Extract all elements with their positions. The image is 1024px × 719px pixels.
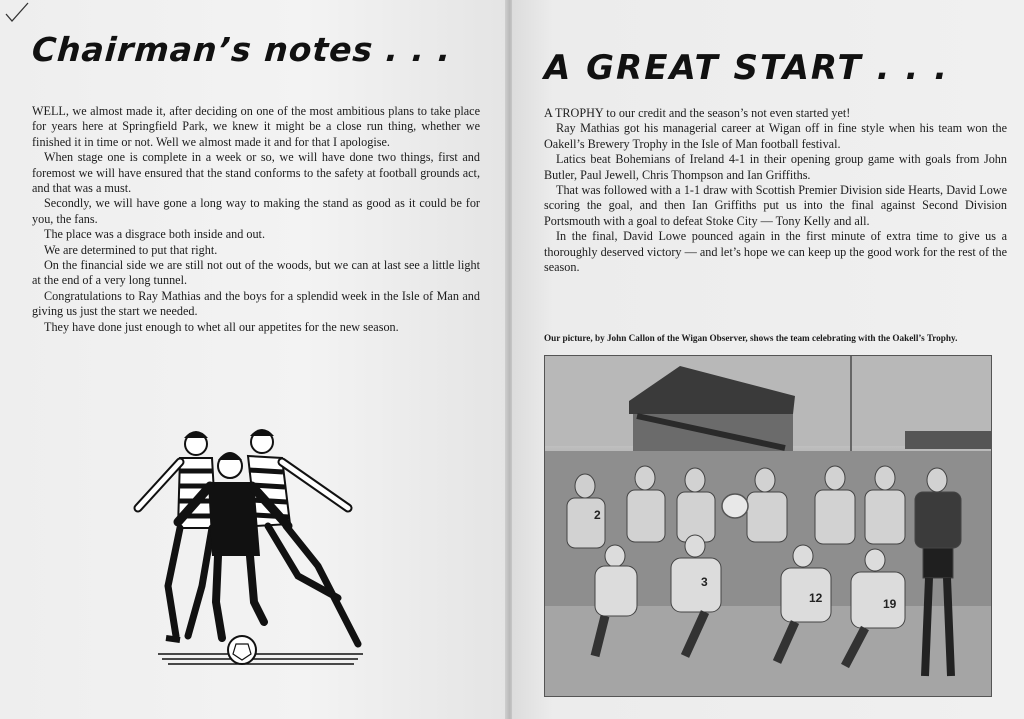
player-right-figure — [248, 429, 358, 644]
shirt-number: 2 — [594, 508, 601, 522]
paragraph: We are determined to put that right. — [44, 242, 218, 257]
paragraph: When stage one is complete in a week or so, we will have done two things, first and foremost we will have ensured that the stand conforms to the safety at football grounds act, and that was a must. — [32, 150, 480, 196]
shirt-number: 3 — [701, 575, 708, 589]
shirt-number: 12 — [809, 591, 823, 605]
paragraph: In the final, David Lowe pounced again in the first minute of extra time to give us a thoroughly deserved victory — and let’s hope we can keep up the good work for the rest of the season. — [544, 229, 1007, 275]
player-left-figure — [138, 431, 216, 640]
paragraph: WELL, we almost made it, after deciding on one of the most ambitious plans to take place for years here at Springfield Park, we knew it might be a close run thing, whether we finished it in time or not. Well we almost made it and for that I apologise. — [32, 104, 480, 149]
paragraph: The place was a disgrace both inside and out. — [44, 227, 265, 242]
footballers-illustration — [118, 426, 368, 671]
great-start-heading: A GREAT START . . . — [544, 48, 950, 88]
shirt-number: 19 — [883, 597, 897, 611]
tick-mark-icon — [4, 2, 30, 24]
photo-caption: Our picture, by John Callon of the Wigan Observer, shows the team celebrating with the Oakell’s Trophy. — [544, 333, 958, 343]
team-trophy-photo — [544, 355, 992, 697]
paragraph: A TROPHY to our credit and the season’s not even started yet! — [544, 106, 851, 120]
paragraph: That was followed with a 1-1 draw with Scottish Premier Division side Hearts, David Lowe scoring the goal, and then Ian Griffiths put us into the final against Second Division Portsmouth with a goal to defeat Stoke City — Tony Kelly and all. — [544, 183, 1007, 228]
paragraph: Ray Mathias got his managerial career at Wigan off in fine style when his team won the Oakell’s Brewery Trophy in the Isle of Man football festival. — [544, 121, 1007, 151]
paragraph: Congratulations to Ray Mathias and the boys for a splendid week in the Isle of Man and giving us just the start we needed. — [32, 288, 480, 319]
paragraph: They have done just enough to whet all our appetites for the new season. — [44, 319, 399, 334]
great-start-body — [544, 106, 1007, 275]
trophy-icon — [722, 494, 748, 518]
paragraph: On the financial side we are still not out of the woods, but we can at last see a little light at the end of a very long tunnel. — [32, 258, 480, 288]
left-page — [0, 0, 510, 719]
chairmans-notes-body — [32, 104, 480, 335]
paragraph: Secondly, we will have gone a long way to making the stand as good as it could be for you, the fans. — [32, 196, 480, 226]
chairmans-notes-heading: Chairman’s notes . . . — [30, 30, 453, 69]
paragraph: Latics beat Bohemians of Ireland 4-1 in their opening group game with goals from John Butler, Paul Jewell, Chris Thompson and Ian Griffiths. — [544, 152, 1007, 182]
